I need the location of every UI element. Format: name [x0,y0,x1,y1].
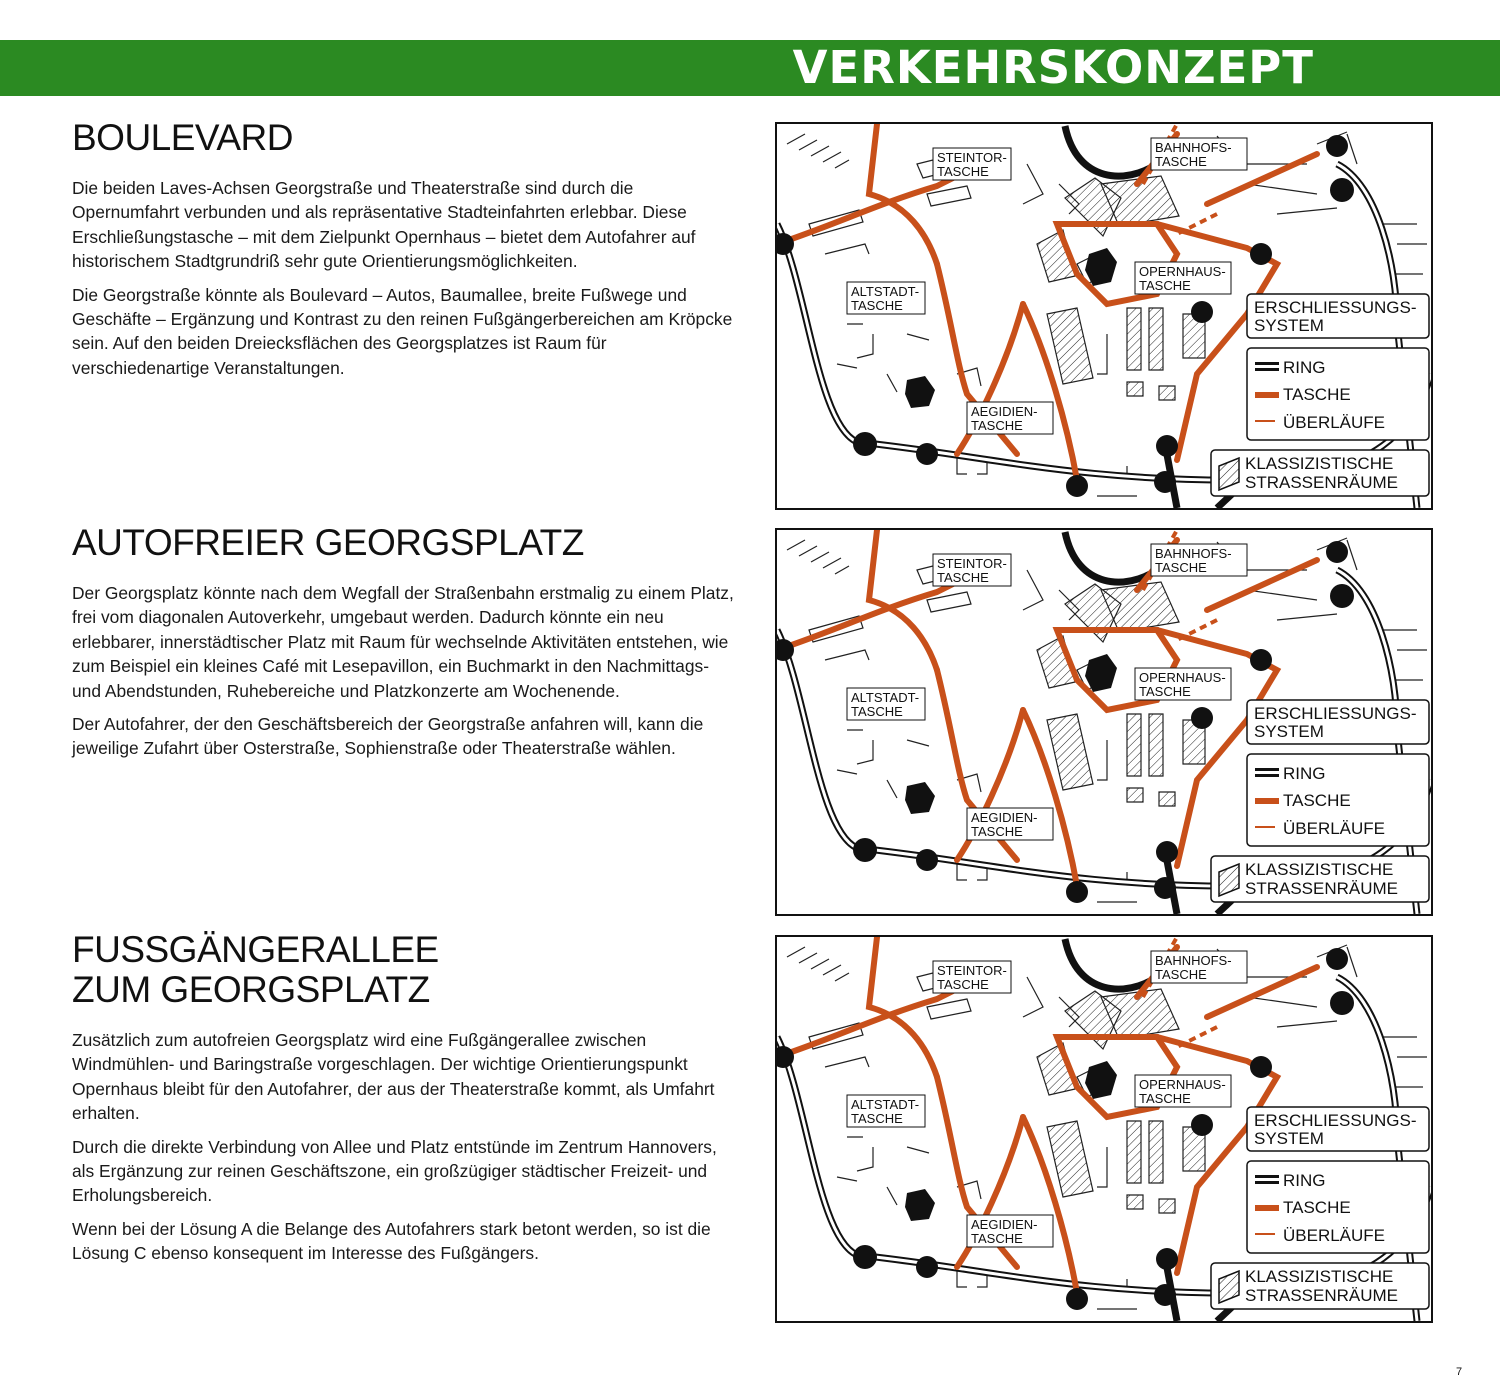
svg-text:TASCHE: TASCHE [971,1231,1023,1246]
svg-text:TASCHE: TASCHE [937,570,989,585]
legend-title: SYSTEM [1254,316,1324,335]
legend-ueberlaeufe: ÜBERLÄUFE [1283,819,1386,838]
altstadt-label [847,688,925,720]
section-fussgaengerallee [72,930,742,1275]
svg-text:STEINTOR-: STEINTOR- [937,556,1007,571]
svg-text:BAHNHOFS-: BAHNHOFS- [1155,546,1232,561]
svg-text:TASCHE: TASCHE [1139,278,1191,293]
svg-text:STEINTOR-: STEINTOR- [937,150,1007,165]
page-number: 7 [1456,1366,1463,1378]
legend-title: SYSTEM [1254,722,1324,741]
section-paragraph: Die Georgstraße könnte als Boulevard – Autos, Baumallee, breite Fußwege und Geschäfte – Ergänzung und Kontrast zu den reinen Fußgängerbereichen am Kröpcke sein. Auf den beiden Dreiecksflächen des Georgsplatzes ist Raum für verschiedenartige Veranstaltungen. [72,284,733,378]
steintor-label [933,554,1011,586]
legend [1211,294,1429,496]
legend-klassizistisch: KLASSIZISTISCHE [1245,454,1394,473]
aegidien-label [967,402,1053,434]
legend-title: SYSTEM [1254,1129,1324,1148]
svg-text:OPERNHAUS-: OPERNHAUS- [1139,1077,1226,1092]
legend-ring: RING [1283,358,1326,377]
legend [1211,700,1429,902]
svg-text:OPERNHAUS-: OPERNHAUS- [1139,670,1226,685]
svg-text:TASCHE: TASCHE [937,164,989,179]
svg-text:AEGIDIEN-: AEGIDIEN- [971,1217,1038,1232]
svg-text:TASCHE: TASCHE [851,704,903,719]
legend-tasche: TASCHE [1283,385,1351,404]
svg-text:BAHNHOFS-: BAHNHOFS- [1155,953,1232,968]
altstadt-label [847,1095,925,1127]
section-paragraph: Durch die direkte Verbindung von Allee und Platz entstünde im Zentrum Hannovers, als Ergänzung zur reinen Geschäftszone, ein großzügiger städtischer Freizeit- und Erholungsbereich. [72,1136,717,1206]
svg-text:TASCHE: TASCHE [1155,154,1207,169]
legend-ring: RING [1283,764,1326,783]
bahnhofs-label [1151,138,1247,170]
heading-line: FUSSGÄNGERALLEE [72,929,439,970]
legend-title: ERSCHLIESSUNGS- [1254,1111,1417,1130]
section-boulevard [72,118,742,389]
steintor-label [933,148,1011,180]
traffic-map-c [775,935,1433,1323]
svg-text:AEGIDIEN-: AEGIDIEN- [971,810,1038,825]
svg-text:ALTSTADT-: ALTSTADT- [851,284,920,299]
svg-text:TASCHE: TASCHE [1139,684,1191,699]
legend-ring: RING [1283,1171,1326,1190]
aegidien-label [967,1215,1053,1247]
opernhaus-label [1135,262,1231,294]
header-banner [0,40,1500,96]
svg-text:ALTSTADT-: ALTSTADT- [851,690,920,705]
svg-text:TASCHE: TASCHE [851,1111,903,1126]
map-svg [777,530,1431,914]
map-svg [777,124,1431,508]
legend-tasche: TASCHE [1283,1198,1351,1217]
svg-text:TASCHE: TASCHE [851,298,903,313]
map-svg [777,937,1431,1321]
section-paragraph: Die beiden Laves-Achsen Georgstraße und Theaterstraße sind durch die Opernumfahrt verbunden und als repräsentative Stadteinfahrten erlebbar. Diese Erschließungstasche – mit dem Zielpunkt Opernhaus – bietet dem Autofahrer auf historischem Stadtgrundriß sehr gute Orientierungsmöglichkeiten. [72,178,696,272]
section-paragraph: Der Georgsplatz könnte nach dem Wegfall der Straßenbahn erstmalig zu einem Platz, frei vom diagonalen Autoverkehr, umgebaut werden. Dadurch könnte ein neu erlebbarer, innerstädtischer Platz mit Raum für wechselnde Aktivitäten entstehen, wie zum Beispiel ein kleines Café mit Lesepavillon, ein Buchmarkt in den Nachmittags- und Abendstunden, Ruhebereiche und Platzkonzerte am Wochenende. [72,583,734,701]
legend [1211,1107,1429,1309]
section-paragraph: Zusätzlich zum autofreien Georgsplatz wird eine Fußgängerallee zwischen Windmühlen- und Baringstraße vorgeschlagen. Der wichtige Orientierungspunkt Opernhaus bleibt für den Autofahrer, der aus der Theaterstraße kommt, als Umfahrt erhalten. [72,1030,715,1124]
section-heading [72,930,742,1010]
section-heading: AUTOFREIER GEORGSPLATZ [72,522,584,563]
legend-klassizistisch: STRASSENRÄUME [1245,879,1399,898]
traffic-map-b [775,528,1433,916]
section-autofreier-georgsplatz [72,523,742,770]
aegidien-label [967,808,1053,840]
legend-ueberlaeufe: ÜBERLÄUFE [1283,413,1386,432]
opernhaus-label [1135,1075,1231,1107]
svg-text:TASCHE: TASCHE [1155,560,1207,575]
bahnhofs-label [1151,544,1247,576]
svg-text:TASCHE: TASCHE [1155,967,1207,982]
section-paragraph: Wenn bei der Lösung A die Belange des Autofahrers stark betont werden, so ist die Lösung C ebenso konsequent im Interesse des Fußgängers. [72,1218,711,1264]
steintor-label [933,961,1011,993]
legend-klassizistisch: KLASSIZISTISCHE [1245,860,1394,879]
legend-klassizistisch: KLASSIZISTISCHE [1245,1267,1394,1286]
section-paragraph: Der Autofahrer, der den Geschäftsbereich der Georgstraße anfahren will, kann die jeweilige Zufahrt über Osterstraße, Sophienstraße oder Theaterstraße wählen. [72,714,704,759]
svg-text:OPERNHAUS-: OPERNHAUS- [1139,264,1226,279]
svg-text:TASCHE: TASCHE [1139,1091,1191,1106]
legend-klassizistisch: STRASSENRÄUME [1245,473,1399,492]
svg-text:AEGIDIEN-: AEGIDIEN- [971,404,1038,419]
svg-text:TASCHE: TASCHE [937,977,989,992]
traffic-map-a [775,122,1433,510]
section-heading: BOULEVARD [72,117,293,158]
bahnhofs-label [1151,951,1247,983]
altstadt-label [847,282,925,314]
legend-title: ERSCHLIESSUNGS- [1254,298,1417,317]
heading-line: ZUM GEORGSPLATZ [72,969,430,1010]
svg-text:BAHNHOFS-: BAHNHOFS- [1155,140,1232,155]
page-title: VERKEHRSKONZEPT [792,41,1314,94]
svg-text:TASCHE: TASCHE [971,824,1023,839]
svg-text:ALTSTADT-: ALTSTADT- [851,1097,920,1112]
svg-text:TASCHE: TASCHE [971,418,1023,433]
svg-text:STEINTOR-: STEINTOR- [937,963,1007,978]
legend-title: ERSCHLIESSUNGS- [1254,704,1417,723]
opernhaus-label [1135,668,1231,700]
legend-tasche: TASCHE [1283,791,1351,810]
legend-ueberlaeufe: ÜBERLÄUFE [1283,1226,1386,1245]
legend-klassizistisch: STRASSENRÄUME [1245,1286,1399,1305]
